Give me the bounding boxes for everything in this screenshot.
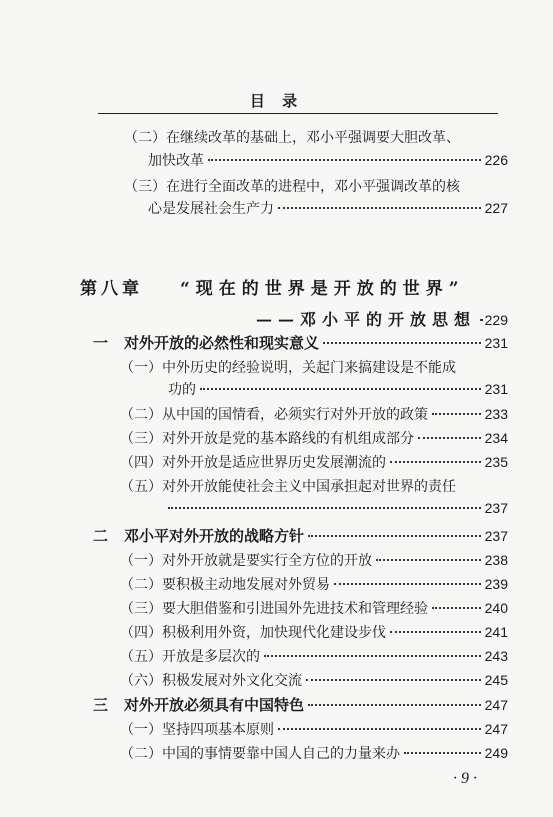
toc-entry[interactable]: [120, 646, 508, 668]
page-number: 237: [484, 500, 508, 516]
dot-leader: [308, 535, 481, 537]
toc-entry-line: （二）在继续改革的基础上，邓小平强调要大胆改革、: [124, 130, 460, 146]
dot-leader: [432, 413, 481, 415]
page-number: 247: [484, 697, 508, 713]
section-title: 对外开放的必然性和现实意义: [124, 335, 320, 352]
toc-entry-text: （三）对外开放是党的基本路线的有机组成部分: [120, 431, 414, 447]
toc-entry[interactable]: [120, 550, 508, 572]
dot-leader: [264, 655, 481, 657]
dot-leader: [334, 583, 481, 585]
page-number: 234: [484, 430, 508, 446]
toc-entry[interactable]: [148, 198, 508, 220]
toc-entry-line: （一）中外历史的经验说明，关起门来搞建设是不能成: [120, 360, 456, 376]
toc-entry-text: （二）从中国的国情看，必须实行对外开放的政策: [120, 407, 428, 423]
toc-entry[interactable]: [168, 379, 508, 401]
section-title: 邓小平对外开放的战略方针: [124, 528, 305, 545]
toc-entry-text: 功的: [168, 382, 196, 398]
toc-entry-text: （五）开放是多层次的: [120, 649, 260, 665]
toc-section[interactable]: [93, 332, 508, 354]
running-header: 目 录: [249, 92, 304, 110]
header-rule: [98, 113, 498, 114]
dot-leader: [308, 704, 481, 706]
chapter-subtitle-entry[interactable]: [256, 307, 508, 329]
toc-entry[interactable]: [120, 428, 508, 450]
toc-entry[interactable]: [120, 622, 508, 644]
toc-entry[interactable]: [120, 452, 508, 474]
toc-entry-text: 加快改革: [148, 153, 204, 169]
section-number: 一: [93, 335, 109, 352]
toc-entry-text: （二）中国的事情要靠中国人自己的力量来办: [120, 746, 400, 762]
section-number: 三: [93, 697, 109, 714]
section-title: 对外开放必须具有中国特色: [124, 697, 305, 714]
toc-entry[interactable]: [120, 574, 508, 596]
toc-entry-text: （四）积极利用外资，加快现代化建设步伐: [120, 625, 386, 641]
toc-entry-line: （五）对外开放能使社会主义中国承担起对世界的责任: [120, 479, 456, 495]
chapter-title: “现在的世界是开放的世界”: [180, 279, 465, 299]
page-number: 237: [484, 528, 508, 544]
toc-entry[interactable]: [120, 598, 508, 620]
page-number: 240: [484, 600, 508, 616]
dot-leader: [278, 207, 481, 209]
page-number: 229: [484, 312, 508, 328]
toc-entry-text: （三）要大胆借鉴和引进国外先进技术和管理经验: [120, 601, 428, 617]
toc-entry-line: （三）在进行全面改革的进程中，邓小平强调改革的核: [124, 179, 460, 195]
page-number: 243: [484, 648, 508, 664]
page-footer-number: · 9 ·: [453, 770, 477, 787]
toc-entry[interactable]: [120, 719, 508, 741]
toc-entry-text: （一）对外开放就是要实行全方位的开放: [120, 553, 372, 569]
chapter-subtitle: ——邓小平的开放思想: [256, 310, 477, 329]
dot-leader: [200, 388, 481, 390]
dot-leader: [390, 461, 481, 463]
toc-entry[interactable]: [120, 670, 508, 692]
page-number: 226: [484, 152, 508, 168]
toc-entry[interactable]: [120, 404, 508, 426]
chapter-number: 第八章: [80, 279, 143, 299]
dot-leader: [376, 559, 481, 561]
page-number: 235: [484, 454, 508, 470]
toc-entry-text: （四）对外开放是适应世界历史发展潮流的: [120, 455, 386, 471]
dot-leader: [432, 607, 481, 609]
dot-leader: [323, 342, 481, 344]
toc-entry[interactable]: [148, 150, 508, 172]
dot-leader: [390, 631, 481, 633]
page-number: 238: [484, 552, 508, 568]
toc-entry-text: 心是发展社会生产力: [148, 201, 274, 217]
page-number: 249: [484, 745, 508, 761]
toc-entry-text: （一）坚持四项基本原则: [120, 722, 274, 738]
toc-entry[interactable]: [168, 500, 508, 522]
dot-leader: [418, 437, 481, 439]
dot-leader: [480, 319, 481, 321]
section-number: 二: [93, 528, 109, 545]
page-number: 245: [484, 672, 508, 688]
page-number: 231: [484, 381, 508, 397]
toc-entry-text: （六）积极发展对外文化交流: [120, 673, 302, 689]
dot-leader: [404, 752, 481, 754]
toc-entry-text: （二）要积极主动地发展对外贸易: [120, 577, 330, 593]
page-number: 227: [484, 200, 508, 216]
toc-section[interactable]: [93, 694, 508, 716]
dot-leader: [278, 728, 481, 730]
page-number: 231: [484, 335, 508, 351]
page-number: 241: [484, 624, 508, 640]
toc-section[interactable]: [93, 525, 508, 547]
dot-leader: [208, 159, 481, 161]
dot-leader: [168, 507, 481, 509]
dot-leader: [306, 679, 481, 681]
page-number: 233: [484, 406, 508, 422]
page-number: 247: [484, 721, 508, 737]
toc-entry[interactable]: [120, 743, 508, 765]
page-number: 239: [484, 576, 508, 592]
